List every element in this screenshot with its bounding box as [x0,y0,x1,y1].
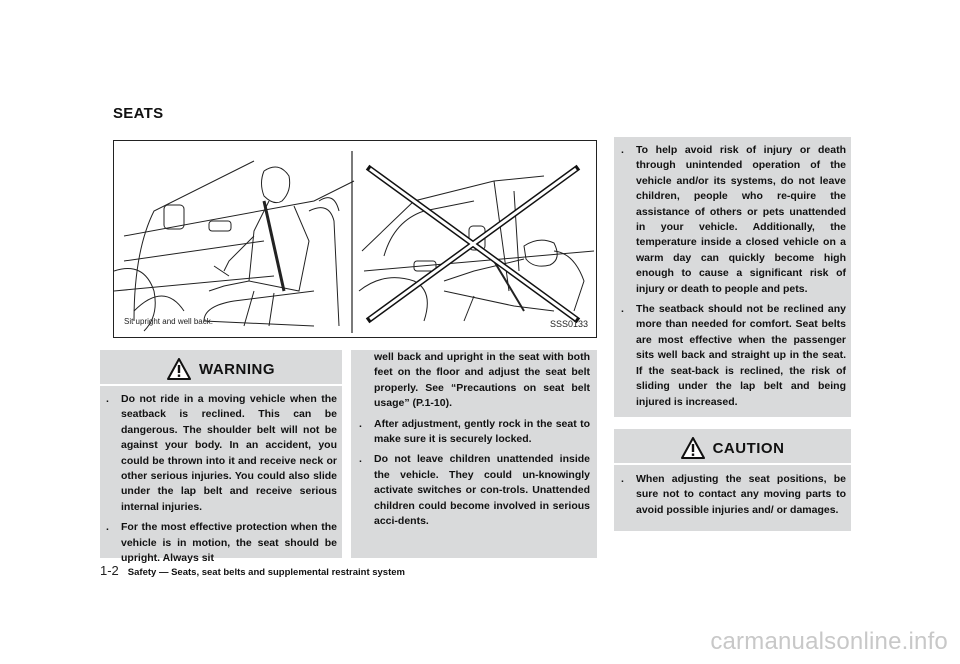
caution-header [614,431,851,465]
caution-text [618,472,846,523]
seat-illustration [113,140,597,338]
warning-col3-text [618,143,846,415]
footer-chapter-title: Safety — Seats, seat belts and supplemental restraint system [127,567,405,578]
warning-item: . For the most effective protection when the vehicle is in motion, the seat should be upright. Always sit [106,521,337,565]
warning-item: . To help avoid risk of injury or death through unintended operation of the vehicle and/or its systems, do not leave children, people who re-quire the assistance of others or pets unattended in your vehicle. Additionally, the temperature inside a closed vehicle on a warm day can quickly become high enough to cause a significant risk of injury or death to people and pets. [621,144,846,295]
warning-separator [100,384,342,386]
warning-item: . Do not ride in a moving vehicle when the seatback is reclined. This can be dangerous. The shoulder belt will not be against your body. In an accident, you could be thrown into it and receive neck or other serious injuries. You could also slide under the lap belt and receive serious internal injuries. [106,393,337,513]
warning-header [100,352,342,386]
page-number: 1-2 [100,563,119,578]
warning-item: . Do not leave children unattended inside the vehicle. They could un-knowingly activate switches or con-trols. Unattended children could become involved in serious acci-dents. [359,453,590,528]
warning-triangle-icon [167,358,191,380]
figure-caption: Sit upright and well back. [124,317,213,326]
warning-item: . The seatback should not be reclined any more than needed for comfort. Seat belts are most effective when the passenger sits well back and straight up in the seat. If the seat-back is reclined, the risk of sliding under the lap belt and being injured is increased. [621,303,846,408]
page-footer [100,563,405,578]
warning-col2-text [356,350,590,534]
warning-item: . After adjustment, gently rock in the seat to make sure it is securely locked. [359,417,590,446]
caution-label: CAUTION [712,439,785,457]
seat-drawing [114,141,598,339]
warning-item-continued: well back and upright in the seat with both feet on the floor and adjust the seat belt properly. See “Precautions on seat belt usage” (P.1-10). [374,351,590,410]
section-title: SEATS [113,105,164,122]
upright-scene [114,161,354,331]
caution-separator [614,463,851,465]
warning-triangle-icon [681,437,705,459]
warning-col1-text [103,392,337,571]
warning-label: WARNING [199,360,275,378]
caution-item: . When adjusting the seat positions, be sure not to contact any moving parts to avoid possible injuries and/ or damages. [621,473,846,516]
watermark: carmanualsonline.info [710,628,948,655]
figure-code: SSS0133 [549,319,588,329]
